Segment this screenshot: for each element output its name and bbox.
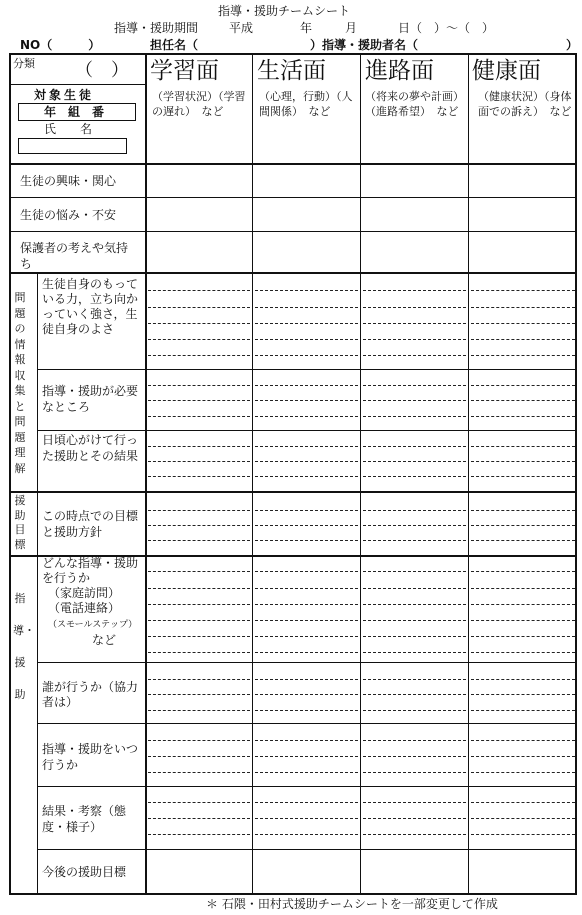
writing-line[interactable]: [471, 510, 575, 511]
writing-line[interactable]: [471, 710, 575, 711]
writing-line[interactable]: [148, 525, 250, 526]
writing-line[interactable]: [148, 339, 250, 340]
writing-line[interactable]: [363, 636, 466, 637]
writing-line[interactable]: [148, 540, 250, 541]
writing-line[interactable]: [363, 339, 466, 340]
row-divider: [38, 430, 576, 431]
writing-line[interactable]: [148, 740, 250, 741]
row-divider: [10, 272, 576, 274]
writing-line[interactable]: [471, 772, 575, 773]
period-label: 指導・援助期間: [114, 21, 199, 35]
grade-label: 年 組 番: [44, 105, 105, 119]
writing-line[interactable]: [255, 620, 358, 621]
group-divider: [37, 272, 38, 894]
writing-line[interactable]: [363, 385, 466, 386]
writing-line[interactable]: [148, 461, 250, 462]
writing-line[interactable]: [363, 571, 466, 572]
writing-line[interactable]: [255, 461, 358, 462]
writing-line[interactable]: [363, 476, 466, 477]
writing-line[interactable]: [148, 355, 250, 356]
writing-line[interactable]: [255, 756, 358, 757]
writing-line[interactable]: [363, 756, 466, 757]
row-label-guardian: 保護者の考えや気持ち: [20, 241, 129, 271]
group-label-guidance: 指導・援助: [13, 592, 35, 701]
writing-line[interactable]: [255, 834, 358, 835]
writing-line[interactable]: [363, 710, 466, 711]
writing-line[interactable]: [148, 510, 250, 511]
writing-line[interactable]: [148, 588, 250, 589]
row-label-interest: 生徒の興味・関心: [20, 174, 117, 188]
writing-line[interactable]: [255, 679, 358, 680]
writing-line[interactable]: [471, 446, 575, 447]
period-year: 年: [300, 21, 313, 35]
writing-line[interactable]: [471, 756, 575, 757]
writing-line[interactable]: [148, 802, 250, 803]
writing-line[interactable]: [255, 416, 358, 417]
writing-line[interactable]: [255, 540, 358, 541]
writing-line[interactable]: [255, 636, 358, 637]
footnote: ＊ 石隈・田村式援助チームシートを一部変更して作成: [206, 897, 498, 911]
writing-line[interactable]: [148, 604, 250, 605]
writing-line[interactable]: [363, 510, 466, 511]
writing-line[interactable]: [148, 756, 250, 757]
period-era: 平成: [229, 21, 254, 35]
col-divider: [468, 54, 469, 894]
what-sub-smallstep: （スモールステップ）: [48, 620, 138, 630]
writing-line[interactable]: [363, 620, 466, 621]
writing-line[interactable]: [363, 652, 466, 653]
writing-line[interactable]: [471, 540, 575, 541]
writing-line[interactable]: [255, 710, 358, 711]
writing-line[interactable]: [471, 740, 575, 741]
row-divider: [38, 849, 576, 850]
writing-line[interactable]: [255, 604, 358, 605]
writing-line[interactable]: [363, 694, 466, 695]
writing-line[interactable]: [255, 446, 358, 447]
writing-line[interactable]: [471, 679, 575, 680]
writing-line[interactable]: [363, 400, 466, 401]
writing-line[interactable]: [471, 416, 575, 417]
writing-line[interactable]: [471, 307, 575, 308]
writing-line[interactable]: [363, 416, 466, 417]
writing-line[interactable]: [255, 802, 358, 803]
writing-line[interactable]: [148, 400, 250, 401]
writing-line[interactable]: [471, 571, 575, 572]
writing-line[interactable]: [471, 525, 575, 526]
teacher-field: 担任名（: [150, 38, 199, 52]
writing-line[interactable]: [471, 355, 575, 356]
writing-line[interactable]: [148, 323, 250, 324]
writing-line[interactable]: [148, 652, 250, 653]
writing-line[interactable]: [148, 834, 250, 835]
col-note-career: （将来の夢や計画）（進路希望） など: [365, 90, 464, 118]
writing-line[interactable]: [255, 652, 358, 653]
writing-line[interactable]: [255, 740, 358, 741]
writing-line[interactable]: [471, 604, 575, 605]
writing-line[interactable]: [255, 772, 358, 773]
writing-line[interactable]: [255, 525, 358, 526]
col-head-health: 健康面: [472, 58, 541, 84]
writing-line[interactable]: [255, 385, 358, 386]
name-label: 氏 名: [44, 122, 93, 136]
writing-line[interactable]: [363, 323, 466, 324]
col-head-career: 進路面: [365, 58, 434, 84]
writing-line[interactable]: [363, 679, 466, 680]
writing-line[interactable]: [471, 385, 575, 386]
row-label-what: どんな指導・援助を行うか: [42, 556, 139, 585]
writing-line[interactable]: [471, 802, 575, 803]
row-divider: [10, 197, 576, 198]
period-month: 月: [345, 21, 358, 35]
writing-line[interactable]: [255, 339, 358, 340]
col-divider: [252, 54, 253, 894]
writing-line[interactable]: [471, 339, 575, 340]
writing-line[interactable]: [148, 385, 250, 386]
writing-line[interactable]: [255, 571, 358, 572]
writing-line[interactable]: [471, 323, 575, 324]
writing-line[interactable]: [471, 620, 575, 621]
writing-line[interactable]: [148, 476, 250, 477]
writing-line[interactable]: [148, 416, 250, 417]
row-divider: [38, 723, 576, 724]
no-field: NO（ ）: [20, 38, 101, 52]
writing-line[interactable]: [363, 307, 466, 308]
writing-line[interactable]: [363, 588, 466, 589]
name-input[interactable]: [18, 138, 127, 154]
writing-line[interactable]: [255, 476, 358, 477]
row-divider: [10, 163, 576, 165]
writing-line[interactable]: [255, 818, 358, 819]
writing-line[interactable]: [255, 355, 358, 356]
writing-line[interactable]: [148, 620, 250, 621]
writing-line[interactable]: [471, 652, 575, 653]
writing-line[interactable]: [471, 588, 575, 589]
writing-line[interactable]: [363, 834, 466, 835]
col-note-life: （心理，行動）（人間関係） など: [259, 90, 353, 118]
col-divider: [360, 54, 361, 894]
writing-line[interactable]: [255, 588, 358, 589]
header-close: ）: [566, 38, 579, 52]
writing-line[interactable]: [255, 307, 358, 308]
writing-line[interactable]: [363, 290, 466, 291]
what-sub-etc: など: [92, 633, 117, 647]
writing-line[interactable]: [363, 525, 466, 526]
bunrui-paren: （ ）: [75, 60, 129, 81]
writing-line[interactable]: [363, 802, 466, 803]
row-label-when: 指導・援助をいつ行うか: [42, 742, 139, 772]
row-label-future: 今後の援助目標: [42, 865, 127, 879]
advisor-field: ）指導・援助者名（: [310, 38, 419, 52]
writing-line[interactable]: [471, 290, 575, 291]
writing-line[interactable]: [363, 740, 466, 741]
writing-line[interactable]: [148, 772, 250, 773]
target-student-label: 対象生徒: [34, 88, 95, 102]
writing-line[interactable]: [255, 510, 358, 511]
row-divider: [38, 786, 576, 787]
group-label-info: 問題の情報収集と問題理解: [14, 291, 26, 475]
writing-line[interactable]: [471, 694, 575, 695]
writing-line[interactable]: [148, 710, 250, 711]
row-label-goal: この時点での目標と援助方針: [42, 509, 139, 539]
writing-line[interactable]: [148, 571, 250, 572]
row-label-need: 指導・援助が必要なところ: [42, 384, 139, 414]
row-label-worry: 生徒の悩み・不安: [20, 208, 117, 222]
writing-line[interactable]: [255, 290, 358, 291]
writing-line[interactable]: [148, 694, 250, 695]
period-day: 日（ ）〜（ ）: [398, 21, 495, 35]
col-head-life: 生活面: [257, 58, 326, 84]
writing-line[interactable]: [471, 461, 575, 462]
col-divider: [145, 54, 147, 894]
group-label-goal: 援助目標: [14, 494, 26, 551]
writing-line[interactable]: [148, 290, 250, 291]
row-divider: [10, 491, 576, 493]
row-label-daily: 日頃心がけて行った援助とその結果: [42, 433, 139, 463]
writing-line[interactable]: [471, 400, 575, 401]
writing-line[interactable]: [148, 636, 250, 637]
col-head-study: 学習面: [150, 58, 219, 84]
sheet-title: 指導・援助チームシート: [218, 4, 351, 18]
row-divider: [10, 231, 576, 232]
writing-line[interactable]: [471, 476, 575, 477]
writing-line[interactable]: [363, 818, 466, 819]
writing-line[interactable]: [148, 818, 250, 819]
row-label-result: 結果・考察（態度・様子）: [42, 804, 127, 834]
writing-line[interactable]: [363, 355, 466, 356]
row-divider: [38, 662, 576, 663]
writing-line[interactable]: [471, 636, 575, 637]
what-sub-phone: （電話連絡）: [48, 601, 121, 615]
bunrui-label: 分類: [13, 57, 35, 70]
writing-line[interactable]: [363, 461, 466, 462]
what-sub-visit: （家庭訪問）: [48, 586, 121, 600]
writing-line[interactable]: [471, 834, 575, 835]
col-note-health: （健康状況）（身体面での訴え） など: [478, 90, 572, 118]
row-divider: [38, 369, 576, 370]
row-label-who: 誰が行うか（協力者は）: [42, 680, 139, 709]
writing-line[interactable]: [471, 818, 575, 819]
writing-line[interactable]: [255, 694, 358, 695]
col-note-study: （学習状況）（学習の遅れ） など: [152, 90, 246, 118]
writing-line[interactable]: [363, 446, 466, 447]
writing-line[interactable]: [255, 323, 358, 324]
writing-line[interactable]: [363, 540, 466, 541]
writing-line[interactable]: [148, 679, 250, 680]
writing-line[interactable]: [363, 772, 466, 773]
writing-line[interactable]: [148, 307, 250, 308]
divider: [10, 84, 145, 85]
writing-line[interactable]: [148, 446, 250, 447]
row-label-strength: 生徒自身のもっている力，立ち向かっていく強さ，生徒自身のよさ: [42, 277, 139, 336]
writing-line[interactable]: [255, 400, 358, 401]
writing-line[interactable]: [363, 604, 466, 605]
